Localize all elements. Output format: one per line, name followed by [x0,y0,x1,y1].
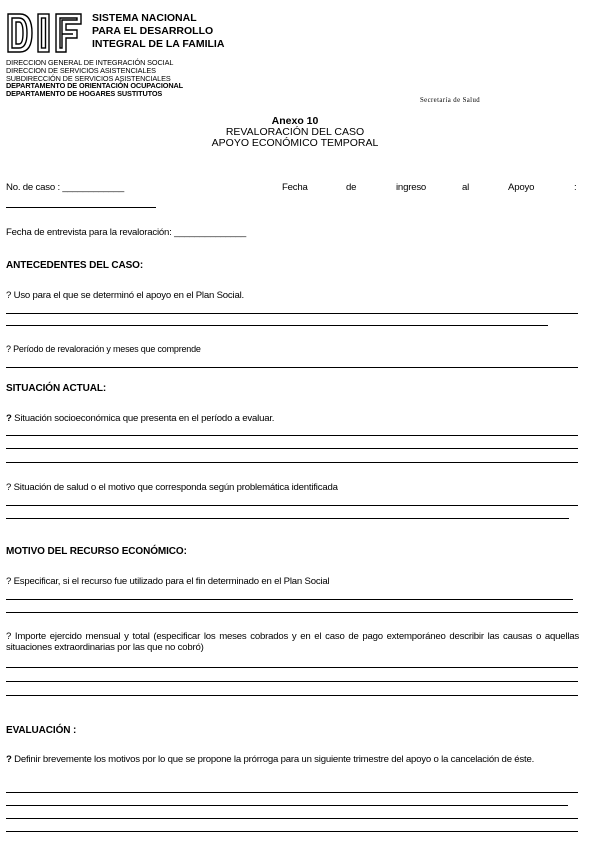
answer-line [6,792,578,793]
evaluacion-question-1 [6,754,579,765]
situacion-question-1-text: Situación socioeconómica que presenta en el período a evaluar. [11,413,275,424]
answer-line [6,612,578,613]
answer-line [6,435,578,436]
answer-line [6,367,578,368]
secretaria-label: Secretaría de Salud [420,97,481,104]
dept-line-3: SUBDIRECCIÓN DE SERVICIOS ASISTENCIALES [6,73,171,83]
answer-line [6,448,578,449]
dept-line-2: DIRECCION DE SERVICIOS ASISTENCIALES [6,65,156,75]
interview-date-label: Fecha de entrevista para la revaloración: ______________ [6,227,247,238]
organization-name [92,12,224,51]
antecedentes-question-1: ? Uso para el que se determinó el apoyo en el Plan Social. [6,290,244,301]
colon-mark: : [574,182,577,193]
form-title-line-1: REVALORACIÓN DEL CASO [225,126,365,138]
answer-line [6,818,578,819]
ingreso-word: ingreso [396,182,427,193]
answer-line [6,518,569,519]
org-line-1: SISTEMA NACIONAL [92,12,197,24]
apoyo-word: Apoyo [508,182,535,193]
answer-line [6,313,578,314]
question-mark: ? [6,754,12,765]
motivo-question-1: ? Especificar, si el recurso fue utilizado para el fin determinado en el Plan Social [6,576,330,587]
motivo-heading: MOTIVO DEL RECURSO ECONÓMICO: [6,546,187,557]
dept-line-4: DEPARTAMENTO DE ORIENTACIÓN OCUPACIONAL [6,81,184,91]
situacion-question-1 [6,413,274,424]
de-word: de [346,182,357,193]
answer-line [6,681,578,682]
situacion-heading: SITUACIÓN ACTUAL: [6,383,107,394]
entry-date-answer-line [6,207,156,208]
annex-title: Anexo 10 [271,115,319,127]
antecedentes-question-2: ? Período de revaloración y meses que comprende [6,344,201,354]
department-block [6,59,183,98]
answer-line [6,599,573,600]
form-title-line-2: APOYO ECONÓMICO TEMPORAL [211,137,379,149]
case-number-label: No. de caso : ____________ [6,182,125,193]
answer-line [6,505,578,506]
question-mark: ? [6,413,12,424]
evaluacion-question-1-text: Definir brevemente los motivos por lo que se propone la prórroga para un siguiente trimestre del apoyo o la cancelación de éste. [11,754,535,765]
evaluacion-heading: EVALUACIÓN : [6,725,77,736]
dept-line-1: DIRECCION GENERAL DE INTEGRACIÓN SOCIAL [6,58,174,67]
situacion-question-2: ? Situación de salud o el motivo que corresponda según problemática identificada [6,482,338,493]
answer-line [6,831,578,832]
answer-line [6,805,568,806]
fecha-word: Fecha [282,182,308,193]
org-line-2: PARA EL DESARROLLO [92,25,214,37]
dept-line-5: DEPARTAMENTO DE HOGARES SUSTITUTOS [6,89,163,99]
answer-line [6,695,578,696]
dif-logo [6,12,84,54]
answer-line [6,667,578,668]
antecedentes-heading: ANTECEDENTES DEL CASO: [6,260,144,271]
org-line-3: INTEGRAL DE LA FAMILIA [92,38,225,50]
al-word: al [462,182,470,193]
answer-line [6,462,578,463]
answer-line [6,325,548,326]
motivo-question-2: ? Importe ejercido mensual y total (especificar los meses cobrados y en el caso de pago extemporáneo describir las causas o aquellas situaciones extraordinarias por las que no cobró) [6,631,579,653]
